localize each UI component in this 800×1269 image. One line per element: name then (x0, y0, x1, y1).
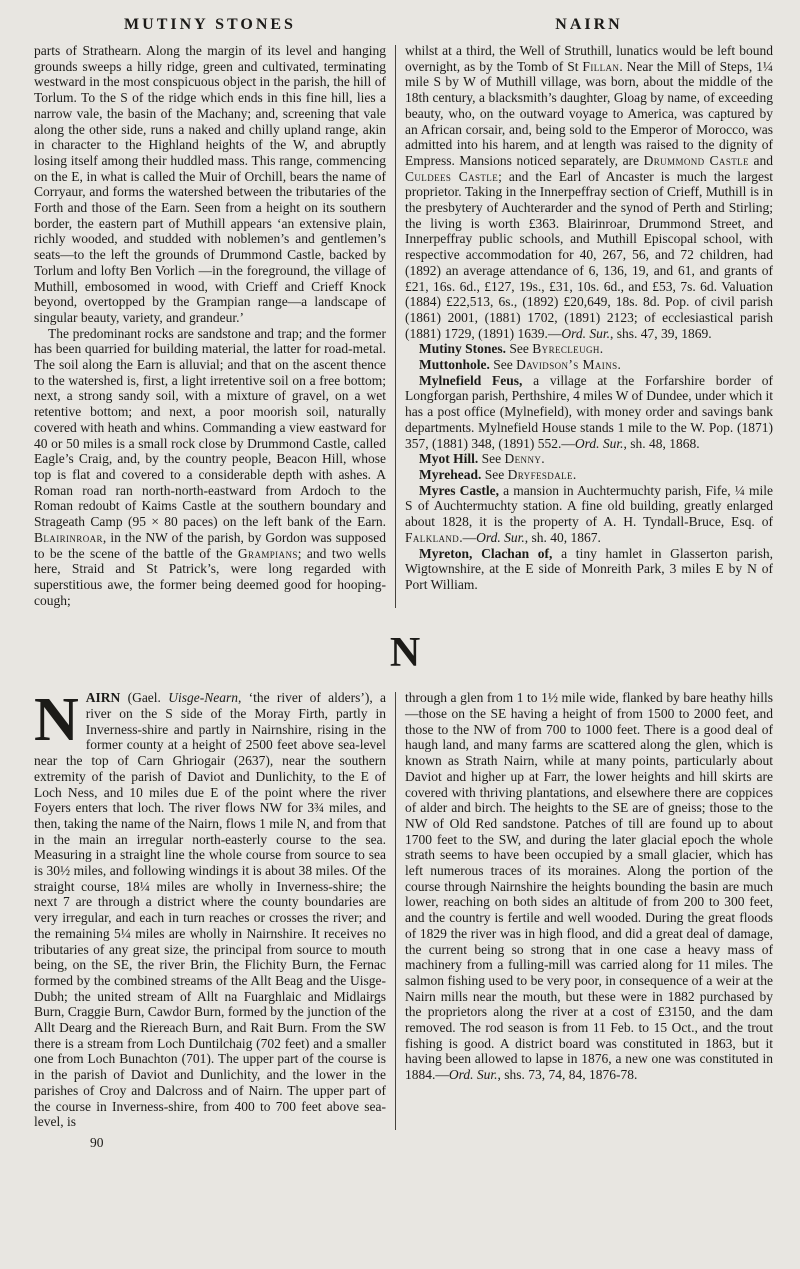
nairn-entry-paragraph (34, 686, 386, 1130)
nairn-entry-body: AIRN (Gael. Uisge-Nearn, ‘the river of alders’), a river on the S side of the Moray Firth, partly in Inverness-shire and partly in Nairnshire, rising in the former county at a height of 2500 feet above sea-level near the top of Carn Ghriogair (2637), near the southern extremity of the parish of Daviot and Dunlichity, to the E of Loch Ness, and 10 miles due E of the point where the river Foyers enters that loch. The river flows NW for 3¾ miles, and then, taking the name of the Nairn, flows 1 mile N, and from that in the main an irregular north-easterly course to the sea. Measuring in a straight line the whole course from source to sea is 30½ miles, and following windings it is about 38 miles. Of the straight course, 18¼ miles are wholly in Inverness-shire; the next 7 are through a district where the county boundaries are very irregular, and each in turn reaches or crosses the river; and the remaining 5¼ miles are wholly in Nairnshire. It receives no tributaries of any great size, the principal from source to mouth being, on the SE, the river Brin, the Flichity Burn, the Fernac formed by the combined streams of the Allt Beag and the Uisge-Dubh; the united stream of Allt na Fuarghlaic and Midlairgs Burn, Craggie Burn, Cawdor Burn, formed by the junction of the Allt Dearg and the Riereach Burn, and Rait Burn. From the SW there is a stream from Loch Duntilchaig (702 feet) and a smaller one from Loch Bunachton (701). The upper part of the course is in the parish of Daviot and Dunlichity, and the lower in the parishes of Croy and Dalcross and of Nairn. The upper part of the course in Inverness-shire, from 400 to 700 feet above sea-level, is (34, 690, 386, 1130)
entry-myres-castle (405, 483, 773, 546)
entry-body: See Dryfesdale. (481, 466, 577, 482)
paragraph-strathearn: parts of Strathearn. Along the margin of its level and hanging grounds sweeps a hilly ridge, green and cultivated, terminating westward in the most conspicuous object in the parish, the hill of Torlum. To the S of the ridge which ends in this fine hill, lies a narrow vale, the basin of the Machany; and, screening that vale along the other side, runs a naked and chilly upland range, akin in character to the Highland heights of the W, and abruptly losing itself among their huddled mass. This range, commencing on the E, in what is called the Muir of Orchill, bears the name of Corryaur, and forms the watershed between the tributaries of the Forth and those of the Earn. Seen from a height on its southern border, the eastern part of Muthill appears ‘an extensive plain, richly wooded, and studded with noblemen’s and gentlemen’s seats—to the left the grounds of Drummond Castle, backed by Torlum and lofty Ben Vorlich —in the foreground, the village of Muthill, embosomed in wood, with Crieff and Crieff Knock beyond, overtopped by the Grampian range—a landscape of singular beauty, variety, and grandeur.’ (34, 43, 386, 325)
nairn-section (34, 686, 776, 1130)
entry-mutiny-stones (405, 341, 773, 357)
entry-term: Myreton, Clachan of, (419, 545, 553, 561)
entry-mylnefield-feus (405, 373, 773, 452)
entry-term: Mutiny Stones. (419, 341, 507, 357)
entry-body: See Byrecleugh. (506, 341, 604, 357)
entry-body: a mansion in Auchtermuchty parish, Fife, ¼ mile S of Auchtermuchty station. A fine old building, greatly enlarged about 1828, it is the property of A. H. Tyndall-Bruce, Esq. of Falkland.—Ord. Sur., sh. 40, 1867. (405, 482, 774, 545)
entry-myrehead (405, 467, 773, 483)
right-column (405, 690, 773, 1130)
left-column (34, 686, 386, 1130)
paragraph-struthill: whilst at a third, the Well of Struthill, lunatics would be left bound overnight, as by the Tomb of St Fillan. Near the Mill of Steps, 1¼ mile S by W of Muthill village, was born, about the middle of the 18th century, a blacksmith’s daughter, Gloag by name, of exceeding beauty, who, on the outward voyage to America, was captured by an African corsair, and, being sold to the Emperor of Morocco, was admitted into his harem, and at length was raised to the dignity of Empress. Mansions noticed separately, are Drummond Castle and Culdees Castle; and the Earl of Ancaster is much the largest proprietor. Taking in the Innerpeffray section of Crieff, Muthill is in the presbytery of Auchterarder and the synod of Perth and Stirling; the living is worth £363. Blairinroar, Drummond Street, and Innerpeffray public schools, and Muthill Episcopal school, with respective accommodation for 40, 267, 56, and 72 children, had (1892) an average attendance of 6, 136, 19, and 61, and grants of £21, 16s. 6d., £127, 19s., £31, 10s. 6d., and £53, 7s. 6d. Valuation (1884) £22,513, 6s., (1892) £20,649, 18s. 8d. Pop. of civil parish (1861) 2001, (1881) 1702, (1891) 2123; of ecclesiastical parish (1881) 1729, (1891) 1639.—Ord. Sur., shs. 47, 39, 1869. (405, 43, 773, 341)
page-number: 90 (90, 1135, 104, 1150)
running-head-right-title: NAIRN (555, 16, 623, 33)
right-column (405, 43, 773, 608)
muthill-continuation-section (34, 43, 776, 608)
section-letter-n: N (389, 630, 421, 677)
column-divider (395, 692, 396, 1130)
entry-term: Mylnefield Feus, (419, 372, 523, 388)
running-head-gap (386, 16, 405, 34)
entry-muttonhole (405, 357, 773, 373)
left-column (34, 43, 386, 608)
running-head-left-title: MUTINY STONES (124, 16, 296, 33)
entry-term: Muttonhole. (419, 357, 490, 373)
entry-body: See Denny. (478, 451, 545, 467)
drop-cap: N (34, 686, 79, 755)
entry-myreton (405, 546, 773, 593)
entry-term: Myres Castle, (419, 482, 499, 498)
entry-myot-hill (405, 451, 773, 467)
entry-body: a tiny hamlet in Glasserton parish, Wigtownshire, at the E side of Monreith Park, 3 miles E by N of Port William. (405, 545, 773, 592)
entry-term: Myot Hill. (419, 451, 479, 467)
entry-term: Myrehead. (419, 466, 482, 482)
entry-body: a village at the Forfarshire border of Longforgan parish, Perthshire, 4 miles W of Dundee, under which it has a post office (Mylnefield), with money order and savings bank departments. Mylnefield House stands 1 mile to the W. Pop. (1871) 357, (1881) 348, (1891) 552.—Ord. Sur., sh. 48, 1868. (405, 372, 773, 451)
entry-body: See Davidson’s Mains. (489, 357, 621, 373)
nairn-entry-continued: through a glen from 1 to 1½ mile wide, flanked by bare heathy hills—those on the SE having a height of from 1500 to 2000 feet, and those to the NW of from 700 to 1000 feet. There is a good deal of haugh land, and many farms are scattered along the glen, which is known as Strath Nairn, while at many points, particularly about Daviot and higher up at Farr, the lower heights and hill skirts are covered with thriving plantations, and elsewhere there are coppices of alder and birch. The heights to the SE are of gneiss; those to the NW of Old Red sandstone. Patches of till are found up to about 1700 feet to the SW, and during the later glacial epoch the whole strath seems to have been occupied by a small glacier, which has left numerous traces of its moraines. Along the portion of the course through Nairnshire the heights bounding the basin are much lower, reaching on both sides an altitude of from 200 to 300 feet, and the country is fertile and well wooded. During the great floods of 1829 the river was in high flood, and did a great deal of damage, the current being so strong that in one case a heavy mass of machinery from a fulling-mill was carried along for 11 miles. The salmon fishing used to be very poor, in consequence of a weir at the Nairn mills near the mouth, but these were in 1882 purchased by the proprietors along the river at a cost of £3150, and the dam removed. The rod season is from 11 Feb. to 15 Oct., and the trout fishing is good. A district board was constituted in 1863, but it having been allowed to lapse in 1876, a new one was constituted in 1884.—Ord. Sur., shs. 73, 74, 84, 1876-78. (405, 690, 773, 1083)
paragraph-rocks-soil: The predominant rocks are sandstone and trap; and the former has been quarried for building material, the latter for road-metal. The soil along the Earn is alluvial; and that on the ascent thence to the watershed is, first, a light irretentive soil on a free bottom; next, a strong sandy soil, with a mixture of gravel, on a wet retentive bottom; and next, a poor moorish soil, naturally covered with heath and whins. Commanding a view eastward for 40 or 50 miles is a small rock close by Drummond Castle, called Eagle’s Craig, and, by the country people, Beacon Hill, whose top is flat and covered to a considerable depth with ashes. A Roman road ran north-north-eastward from Ardoch to the Roman redoubt of Kaims Castle at the southern boundary and Strageath Camp (95 × 80 paces) on the left bank of the Earn. Blairinroar, in the NW of the parish, by Gordon was supposed to be the scene of the battle of the Grampians; and two wells here, Straid and St Patrick’s, were long regarded with superstitious awe, the former being deemed good for hooping-cough; (34, 325, 386, 608)
running-head (34, 16, 776, 34)
column-divider (395, 45, 396, 608)
